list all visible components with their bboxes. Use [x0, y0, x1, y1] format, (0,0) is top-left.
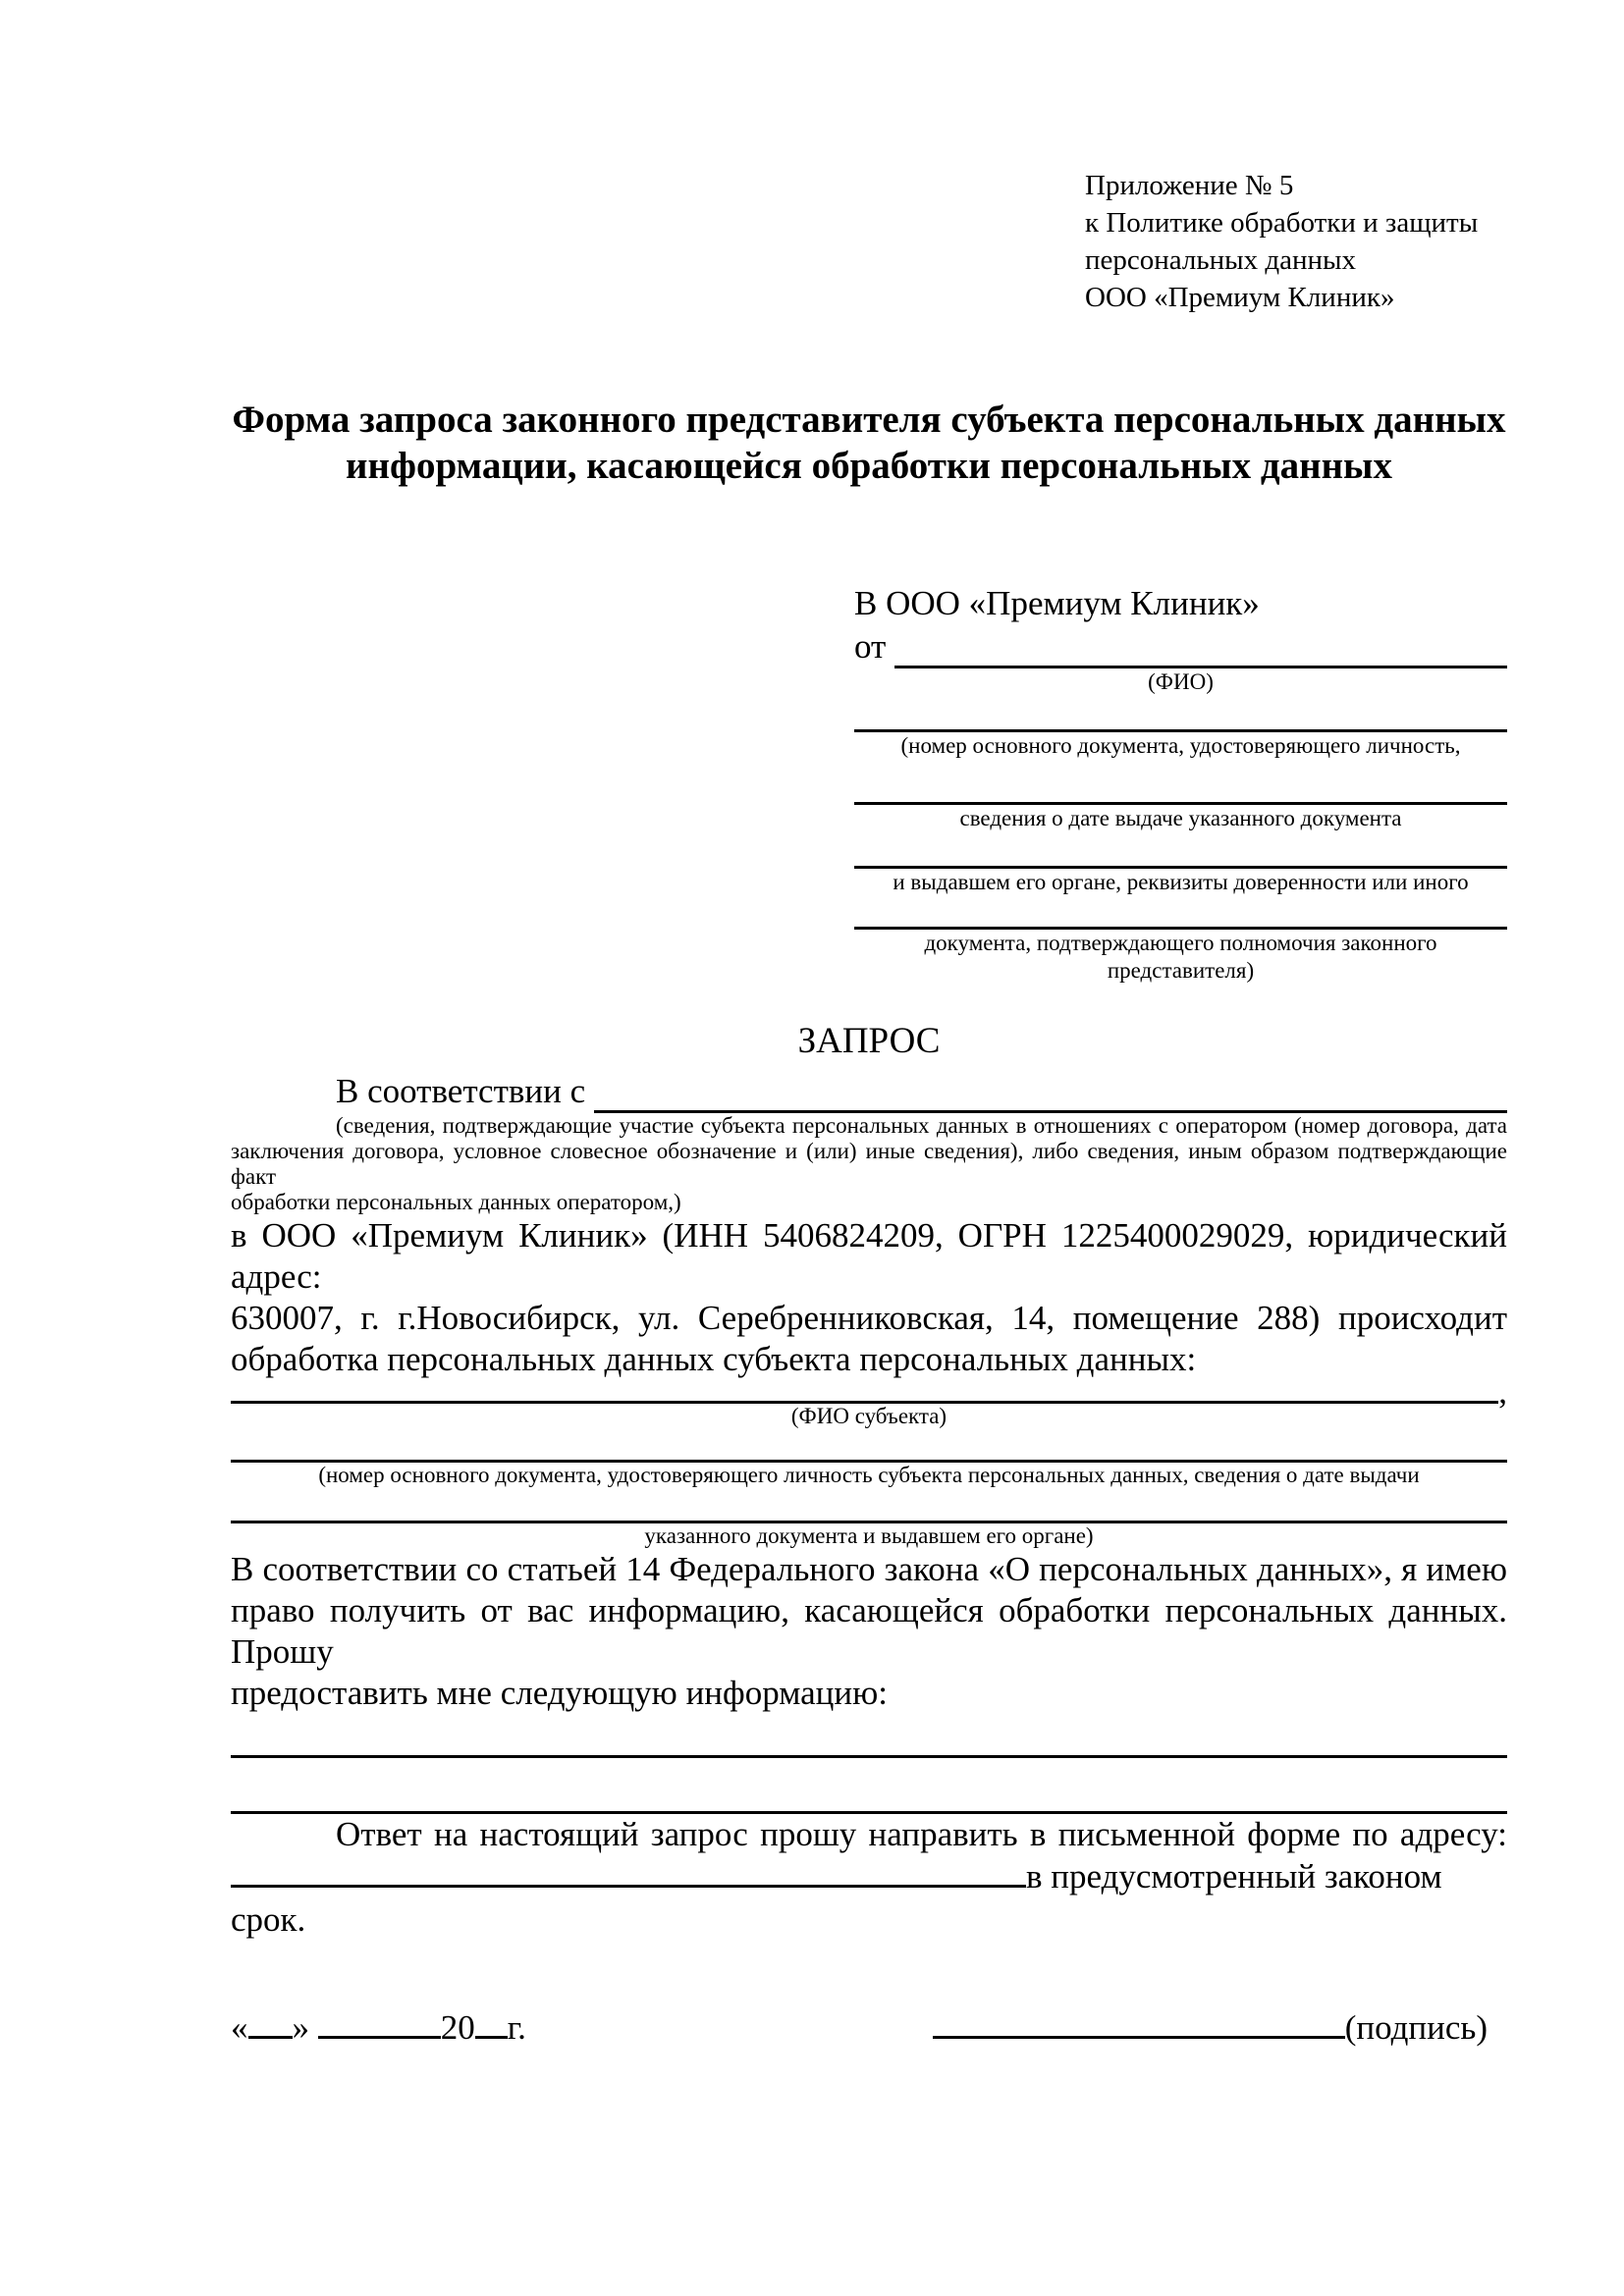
operator-line-1: в ООО «Премиум Клиник» (ИНН 5406824209, ОГРН 1225400029029, юридический адрес: [231, 1216, 1507, 1296]
reply-line-2 [231, 1855, 1507, 1942]
blank-caption-4: документа, подтверждающего полномочия законного представителя) [924, 931, 1437, 983]
signature-blank [933, 2036, 1345, 2039]
rights-line-1: В соответствии со статьей 14 Федерального закона «О персональных данных», я имею [231, 1550, 1507, 1588]
date-close-quote: » [292, 2008, 318, 2047]
signature-caption: (подпись) [1344, 2008, 1488, 2047]
year-suffix-label: г. [507, 2008, 526, 2047]
operator-line-2: 630007, г. г.Новосибирск, ул. Серебренниковская, 14, помещение 288) происходит [231, 1299, 1507, 1337]
appendix-block [1085, 167, 1507, 316]
subject-doc-caption-2: указанного документа и выдавшем его органе) [644, 1523, 1094, 1548]
reply-line-2-suffix: в предусмотренный законом срок. [231, 1857, 1442, 1939]
title-line-2: информации, касающейся обработки персональных данных [346, 445, 1392, 487]
info-blank-line-1 [231, 1714, 1507, 1758]
day-blank [248, 2036, 293, 2039]
operator-line-3: обработка персональных данных субъекта персональных данных: [231, 1340, 1197, 1378]
operator-paragraph [231, 1215, 1507, 1380]
blank-caption-3: и выдавшем его органе, реквизиты доверенности или иного [893, 870, 1469, 894]
from-row [854, 625, 1507, 668]
subject-comma: , [1498, 1372, 1507, 1411]
info-blank-line-2 [231, 1758, 1507, 1814]
year-blank [475, 2036, 508, 2039]
appendix-line-2: к Политике обработки и защиты [1085, 207, 1479, 239]
blank-caption-1: (номер основного документа, удостоверяющего личность, [900, 733, 1461, 758]
blank-caption-2: сведения о дате выдаче указанного документа [959, 806, 1402, 830]
title-line-1: Форма запроса законного представителя субъекта персональных данных [232, 399, 1506, 441]
appendix-line-1: Приложение № 5 [1085, 170, 1294, 201]
from-label: от [854, 627, 895, 666]
footer-row [231, 2006, 1507, 2050]
rights-paragraph [231, 1549, 1507, 1714]
month-blank [318, 2036, 441, 2039]
appendix-line-4: ООО «Премиум Клиник» [1085, 282, 1395, 313]
addressee-to: В ООО «Премиум Клиник» [854, 584, 1260, 622]
subject-doc-blank-2 [231, 1488, 1507, 1523]
year-prefix: 20 [440, 2008, 475, 2047]
subject-doc-blank-1 [231, 1429, 1507, 1463]
accordance-blank-line [594, 1070, 1507, 1113]
document-content [0, 167, 1624, 2050]
accordance-row [231, 1070, 1507, 1113]
note-line-2: заключения договора, условное словесное обозначение и (или) иные сведения), либо сведения, иным образом подтверждающие факт [231, 1139, 1507, 1189]
accordance-note [231, 1113, 1507, 1215]
blank-line-3 [854, 832, 1507, 869]
reply-address-blank [231, 1885, 1026, 1888]
signature-field [933, 2006, 1488, 2050]
rights-line-2: право получить от вас информацию, касающейся обработки персональных данных. Прошу [231, 1591, 1507, 1671]
accordance-prefix: В соответствии с [336, 1072, 594, 1110]
note-line-3: обработки персональных данных оператором,) [231, 1190, 681, 1214]
subject-fio-caption: (ФИО субъекта) [790, 1404, 947, 1428]
request-heading: ЗАПРОС [797, 1021, 941, 1061]
note-line-1: (сведения, подтверждающие участие субъекта персональных данных в отношениях с оператором (номер договора, дата [336, 1113, 1507, 1138]
blank-line-4 [854, 896, 1507, 930]
addressee-block [854, 582, 1507, 985]
date-field [231, 2006, 526, 2050]
document-title [231, 397, 1507, 489]
subject-fio-blank-row [231, 1372, 1507, 1411]
fio-caption: (ФИО) [1148, 669, 1214, 694]
blank-line-1 [854, 696, 1507, 732]
appendix-line-3: персональных данных [1085, 244, 1357, 276]
reply-line-1: Ответ на настоящий запрос прошу направить в письменной форме по адресу: [336, 1815, 1507, 1853]
from-blank-line [894, 625, 1507, 668]
rights-line-3: предоставить мне следующую информацию: [231, 1674, 888, 1712]
date-open-quote: « [231, 2008, 248, 2047]
subject-doc-caption-1: (номер основного документа, удостоверяющего личность субъекта персональных данных, сведения о дате выдачи [318, 1463, 1420, 1487]
blank-line-2 [854, 760, 1507, 805]
